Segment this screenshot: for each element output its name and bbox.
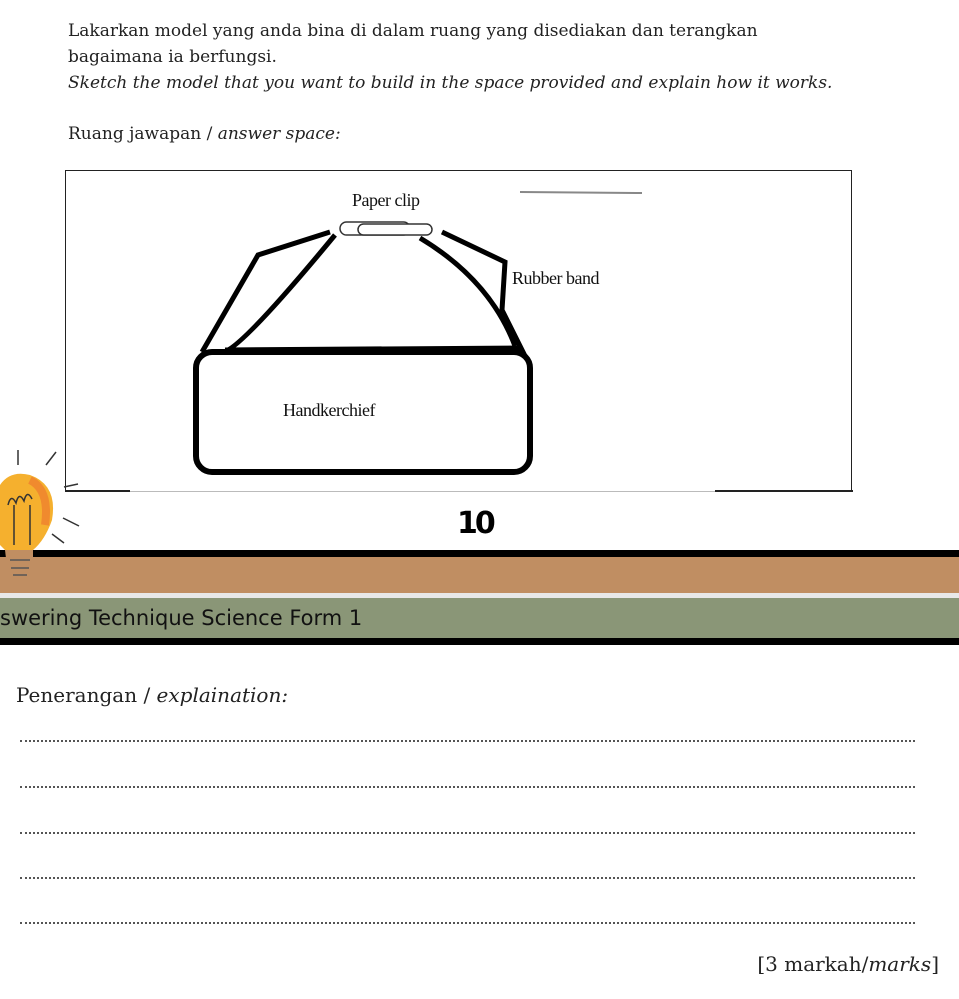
marks-english: marks <box>868 952 932 976</box>
lightbulb-icon <box>0 445 80 585</box>
question-malay-line1: Lakarkan model yang anda bina di dalam ruang yang disediakan dan terangkan <box>68 21 758 41</box>
black-bar-bottom <box>0 638 959 645</box>
marks-prefix: [3 markah/ <box>757 952 869 976</box>
marks-suffix: ] <box>931 952 939 976</box>
label-handkerchief: Handkerchief <box>283 400 375 420</box>
answer-space-english: answer space: <box>217 124 341 144</box>
answer-space-label <box>68 121 341 147</box>
explanation-label <box>16 682 288 708</box>
answer-line-4[interactable] <box>20 877 915 879</box>
question-malay-line2: bagaimana ia berfungsi. <box>68 47 277 67</box>
box-bottom-right <box>715 490 853 492</box>
explanation-label-english: explaination: <box>156 683 289 707</box>
model-sketch <box>180 170 660 490</box>
black-bar-top <box>0 550 959 557</box>
box-bottom-middle <box>130 491 715 492</box>
marks-label <box>757 952 939 976</box>
answer-line-1[interactable] <box>20 740 915 742</box>
green-band <box>0 598 959 638</box>
label-rubber-band: Rubber band <box>512 268 599 288</box>
answer-space-malay: Ruang jawapan / <box>68 124 218 144</box>
answer-line-3[interactable] <box>20 832 915 834</box>
answer-line-5[interactable] <box>20 922 915 924</box>
page-number: 10 <box>457 506 493 541</box>
label-paper-clip: Paper clip <box>352 190 420 210</box>
explanation-label-malay: Penerangan / <box>16 683 157 707</box>
banner-title: swering Technique Science Form 1 <box>0 606 363 630</box>
answer-line-2[interactable] <box>20 786 915 788</box>
tan-band <box>0 557 959 593</box>
question-english: Sketch the model that you want to build in the space provided and explain how it works. <box>68 73 833 93</box>
